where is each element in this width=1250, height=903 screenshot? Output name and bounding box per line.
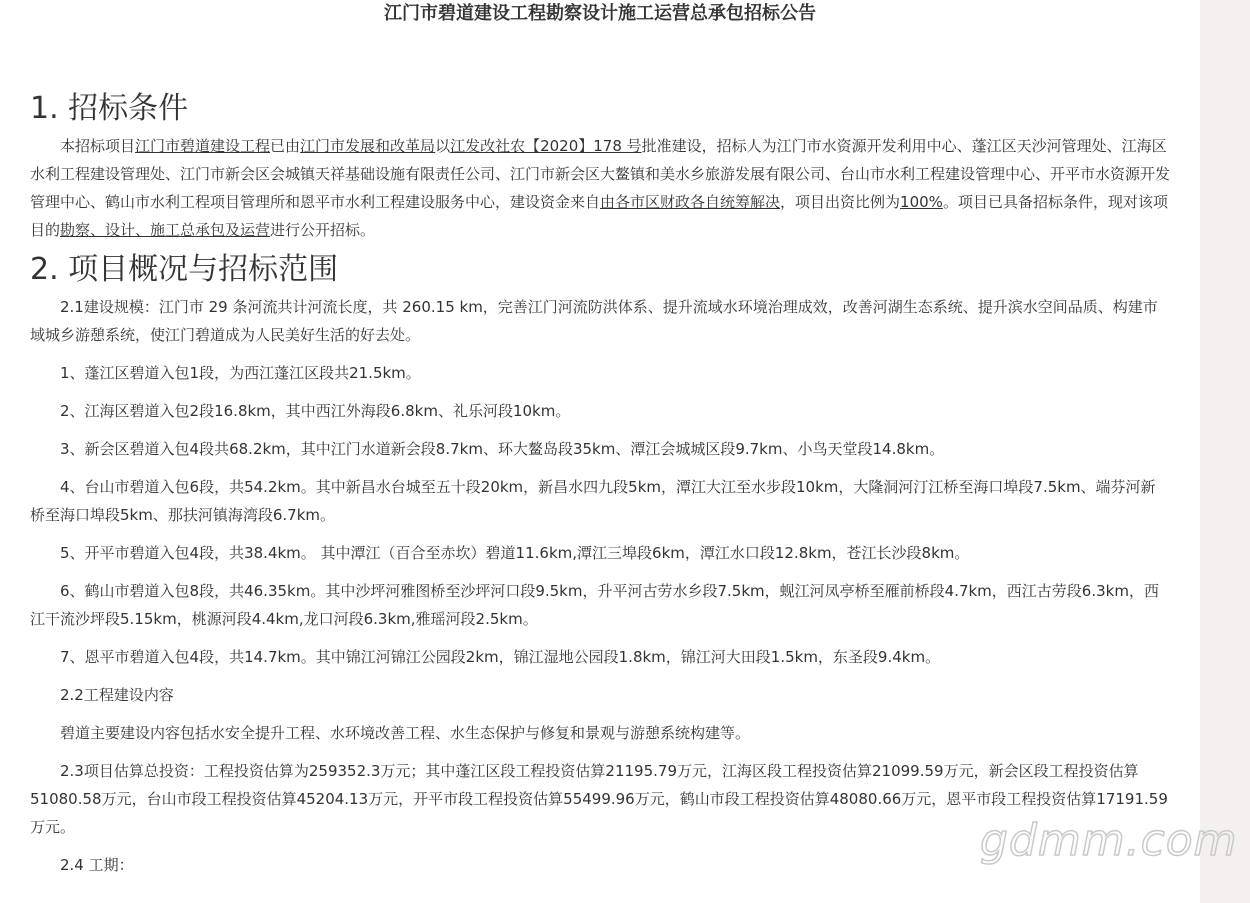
page-title: 江门市碧道建设工程勘察设计施工运营总承包招标公告 [384, 3, 816, 24]
construction-content: 碧道主要建设内容包括水安全提升工程、水环境改善工程、水生态保护与修复和景观与游憩系统构建等。 [60, 724, 751, 742]
funding-source: 由各市区财政各自统筹解决 [600, 193, 781, 211]
paragraph-2-3: 2.3项目估算总投资：工程投资估算为259352.3万元；其中蓬江区段工程投资估算21195.79万元，江海区段工程投资估算21099.59万元，新会区段工程投资估算51080.58万元，台山市段工程投资估算45204.13万元，开平市段工程投资估算55499.96万元，鹤山市段工程投资估算48080.66万元，恩平市段工程投资估算17191.59万元。 [30, 762, 1168, 836]
item-4: 4、台山市碧道入包6段，共54.2km。其中新昌水台城至五十段20km，新昌水四九段5km，潭江大江至水步段10km，大隆洞河汀江桥至海口埠段7.5km、端芬河新桥至海口埠段5km、那扶河镇海湾段6.7km。 [30, 478, 1156, 524]
text: 进行公开招标。 [270, 221, 376, 239]
announcement-document [30, 0, 1170, 879]
project-name-link: 江门市碧道建设工程 [135, 137, 271, 155]
approver-link: 江门市发展和改革局 [300, 137, 436, 155]
section-1-paragraph [30, 132, 1170, 244]
site-watermark: gdmm.com [980, 815, 1238, 866]
text: 本招标项目 [60, 137, 136, 155]
approval-doc-link: 江发改社农【2020】178 号 [450, 137, 642, 155]
text: ，项目出资比例为 [780, 193, 901, 211]
item-6: 6、鹤山市碧道入包8段，共46.35km。其中沙坪河雅图桥至沙坪河口段9.5km，升平河古劳水乡段7.5km，蚬江河凤亭桥至雁前桥段4.7km，西江古劳段6.3km，西江干流沙坪段5.15km，桃源河段4.4km,龙口河段6.3km,雅瑶河段2.5km。 [30, 582, 1159, 628]
item-7: 7、恩平市碧道入包4段，共14.7km。其中锦江河锦江公园段2km，锦江湿地公园段1.8km，锦江河大田段1.5km，东圣段9.4km。 [60, 648, 941, 666]
item-3: 3、新会区碧道入包4段共68.2km，其中江门水道新会段8.7km、环大鳌岛段35km、潭江会城城区段9.7km、小鸟天堂段14.8km。 [60, 440, 945, 458]
section-1-heading: 1. 招标条件 [30, 91, 189, 126]
item-5: 5、开平市碧道入包4段，共38.4km。 其中潭江（百合至赤坎）碧道11.6km,潭江三埠段6km，潭江水口段12.8km，苍江长沙段8km。 [60, 544, 970, 562]
paragraph-2-4: 2.4 工期： [60, 856, 134, 874]
funding-ratio: 100% [900, 193, 943, 211]
text: 批准建设，招标人为江门市水资源开发利用中心、蓬江区天沙河管理处、江海区水利工程建设管理处、江门市新会区会城镇天祥基础设施有限责任公司、江门市新会区大鳌镇和美水乡旅游发展有限公司、台山市水利工程建设管理中心、开平市水资源开发管理中心、鹤山市水利工程项目管理所和恩平市水利工程建设服务中心，建设资金来自 [30, 137, 1171, 211]
paragraph-2-2: 2.2工程建设内容 [60, 686, 174, 704]
page-side-margin [1200, 0, 1250, 903]
tender-scope: 勘察、设计、施工总承包及运营 [60, 221, 271, 239]
text: 。项目已具备招标条件，现对该项目的 [30, 193, 1168, 239]
item-2: 2、江海区碧道入包2段16.8km，其中西江外海段6.8km、礼乐河段10km。 [60, 402, 571, 420]
item-1: 1、蓬江区碧道入包1段，为西江蓬江区段共21.5km。 [60, 364, 421, 382]
paragraph-2-1: 2.1建设规模：江门市 29 条河流共计河流长度，共 260.15 km，完善江门河流防洪体系、提升流域水环境治理成效，改善河湖生态系统、提升滨水空间品质、构建市域城乡游憩系统，使江门碧道成为人民美好生活的好去处。 [30, 298, 1158, 344]
text: 以 [435, 137, 451, 155]
text: 已由 [270, 137, 301, 155]
section-2-heading: 2. 项目概况与招标范围 [30, 252, 339, 287]
